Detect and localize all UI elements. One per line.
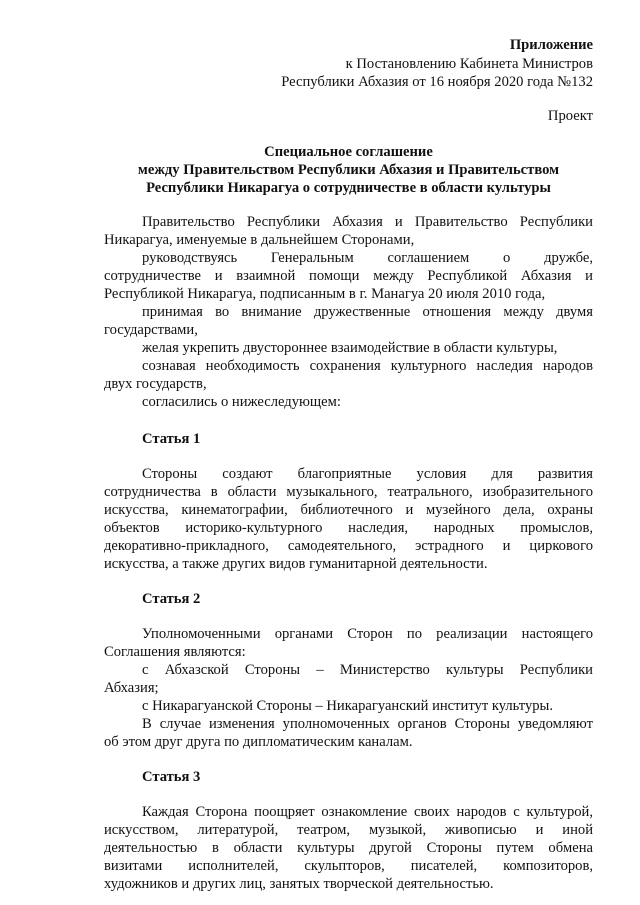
article-2-line: Соглашения являются: (104, 644, 246, 660)
article-1-line: Стороны создают благоприятные условия для развития (142, 466, 593, 482)
preamble-line: двух государств, (104, 376, 207, 392)
article-3-line: деятельностью в области культуры другой Стороны путем обмена (104, 840, 593, 856)
appendix-label: Приложение (509, 37, 593, 53)
document-title-line-3: Республики Никарагуа о сотрудничестве в области культуры (146, 180, 551, 196)
preamble-line: желая укрепить двустороннее взаимодействие в области культуры, (142, 340, 558, 356)
article-2-line: об этом друг друга по дипломатическим каналам. (104, 734, 413, 750)
draft-label: Проект (547, 108, 593, 124)
appendix-line-2: Республики Абхазия от 16 ноября 2020 года №132 (281, 74, 593, 90)
article-2-heading: Статья 2 (142, 591, 201, 607)
article-1-heading: Статья 1 (142, 431, 201, 447)
preamble-line: государствами, (104, 322, 198, 338)
article-3-line: художников и других лиц, занятых творческой деятельностью. (104, 876, 494, 892)
article-3-line: Каждая Сторона поощряет ознакомление своих народов с культурой, (142, 804, 593, 820)
preamble-line: руководствуясь Генеральным соглашением о дружбе, (142, 250, 593, 266)
article-3-line: искусством, литературой, театром, музыкой, живописью и иной (104, 822, 593, 838)
article-1-line: декоративно-прикладного, самодеятельного, эстрадного и циркового (104, 538, 593, 554)
preamble-line: Правительство Республики Абхазия и Правительство Республики (142, 214, 593, 230)
article-2-line: Абхазия; (104, 680, 159, 696)
article-2-line: с Никарагуанской Стороны – Никарагуанский институт культуры. (142, 698, 554, 714)
article-2-line: с Абхазской Стороны – Министерство культуры Республики (142, 662, 593, 678)
article-3-heading: Статья 3 (142, 769, 201, 785)
article-1-line: искусства, а также других видов гуманитарной деятельности. (104, 556, 488, 572)
document-title-line-1: Специальное соглашение (264, 144, 433, 160)
article-1-line: искусства, кинематографии, библиотечного и музейного дела, охраны (104, 502, 593, 518)
preamble-line: согласились о нижеследующем: (142, 394, 341, 410)
document-title-line-2: между Правительством Республики Абхазия и Правительством (137, 162, 560, 178)
preamble-line: сознавая необходимость сохранения культурного наследия народов (142, 358, 593, 374)
appendix-line-1: к Постановлению Кабинета Министров (345, 56, 593, 72)
preamble-line: принимая во внимание дружественные отношения между двумя (142, 304, 593, 320)
preamble-line: Республикой Никарагуа, подписанным в г. Манагуа 20 июля 2010 года, (104, 286, 546, 302)
preamble-line: Никарагуа, именуемые в дальнейшем Сторонами, (104, 232, 415, 248)
article-3-line: визитами исполнителей, скульпторов, писателей, композиторов, (104, 858, 593, 874)
article-2-line: Уполномоченными органами Сторон по реализации настоящего (142, 626, 593, 642)
article-1-line: сотрудничества в области музыкального, театрального, изобразительного (104, 484, 593, 500)
article-1-line: объектов историко-культурного наследия, народных промыслов, (104, 520, 593, 536)
article-2-line: В случае изменения уполномоченных органов Стороны уведомляют (142, 716, 593, 732)
preamble-line: сотрудничестве и взаимной помощи между Республикой Абхазия и (104, 268, 593, 284)
